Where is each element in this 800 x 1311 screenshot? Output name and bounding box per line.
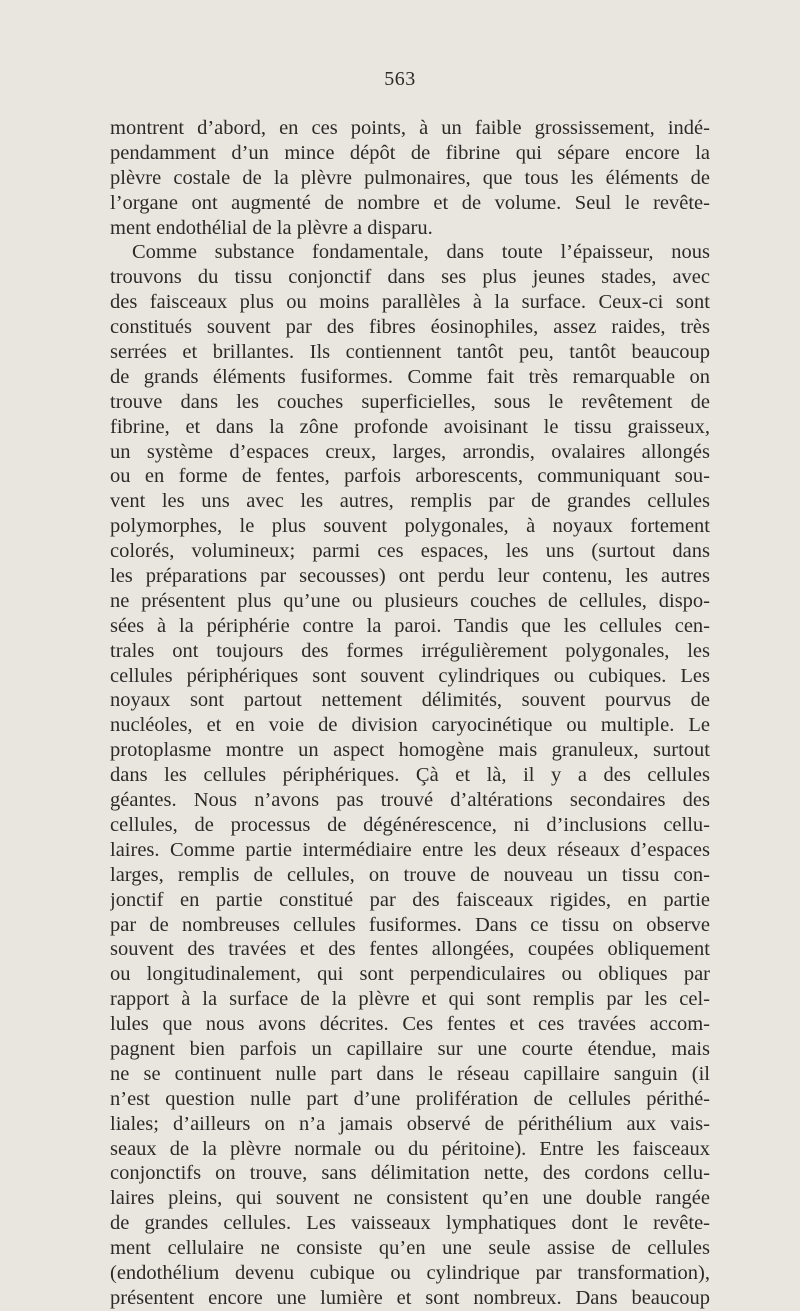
- text-line: pendamment d’un mince dépôt de fibrine qui sépare encore la: [110, 141, 710, 164]
- text-line: trales ont toujours des formes irrégulièrement polygonales, les: [110, 639, 710, 662]
- text-line: polymorphes, le plus souvent polygonales, à noyaux fortement: [110, 515, 710, 538]
- text-line: l’organe ont augmenté de nombre et de volume. Seul le revête-: [110, 191, 710, 214]
- text-line: de grands éléments fusiformes. Comme fait très remarquable on: [110, 365, 710, 388]
- text-line: n’est question nulle part d’une prolifération de cellules périthé-: [110, 1087, 710, 1110]
- text-line: plèvre costale de la plèvre pulmonaires, que tous les éléments de: [110, 166, 710, 189]
- text-line: seaux de la plèvre normale ou du péritoine). Entre les faisceaux: [110, 1137, 710, 1160]
- text-line: rapport à la surface de la plèvre et qui sont remplis par les cel-: [110, 988, 710, 1011]
- text-line: larges, remplis de cellules, on trouve de nouveau un tissu con-: [110, 863, 710, 886]
- text-line: Comme substance fondamentale, dans toute l’épaisseur, nous: [132, 241, 710, 264]
- body-text: [110, 116, 710, 1311]
- text-line: serrées et brillantes. Ils contiennent tantôt peu, tantôt beaucoup: [110, 341, 710, 364]
- text-line: jonctif en partie constitué par des faisceaux rigides, en partie: [110, 888, 710, 911]
- text-line: présentent encore une lumière et sont nombreux. Dans beaucoup: [110, 1286, 710, 1309]
- text-line: cellules périphériques sont souvent cylindriques ou cubiques. Les: [110, 664, 710, 687]
- text-line: trouvons du tissu conjonctif dans ses plus jeunes stades, avec: [110, 266, 710, 289]
- text-line: liales; d’ailleurs on n’a jamais observé de périthélium aux vais-: [110, 1112, 710, 1135]
- text-line: (endothélium devenu cubique ou cylindrique par transformation),: [110, 1261, 710, 1284]
- text-line: vent les uns avec les autres, remplis par de grandes cellules: [110, 490, 710, 513]
- text-line: ou longitudinalement, qui sont perpendiculaires ou obliques par: [110, 963, 710, 986]
- text-line: des faisceaux plus ou moins parallèles à la surface. Ceux-ci sont: [110, 291, 710, 314]
- text-line: souvent des travées et des fentes allongées, coupées obliquement: [110, 938, 710, 961]
- text-line: constitués souvent par des fibres éosinophiles, assez raides, très: [110, 316, 710, 339]
- text-line: ou en forme de fentes, parfois arborescents, communiquant sou-: [110, 465, 710, 488]
- text-line: les préparations par secousses) ont perdu leur contenu, les autres: [110, 565, 710, 588]
- text-line: nucléoles, et en voie de division caryocinétique ou multiple. Le: [110, 714, 710, 737]
- text-line: dans les cellules périphériques. Çà et là, il y a des cellules: [110, 764, 710, 787]
- text-line: colorés, volumineux; parmi ces espaces, les uns (surtout dans: [110, 540, 710, 563]
- text-line: ment cellulaire ne consiste qu’en une seule assise de cellules: [110, 1237, 710, 1260]
- text-line: laires. Comme partie intermédiaire entre les deux réseaux d’espaces: [110, 838, 710, 861]
- text-line: protoplasme montre un aspect homogène mais granuleux, surtout: [110, 739, 710, 762]
- text-line: géantes. Nous n’avons pas trouvé d’altérations secondaires des: [110, 789, 710, 812]
- text-line: montrent d’abord, en ces points, à un faible grossissement, indé-: [110, 117, 710, 139]
- text-line: sées à la périphérie contre la paroi. Tandis que les cellules cen-: [110, 614, 710, 637]
- text-line: ne présentent plus qu’une ou plusieurs couches de cellules, dispo-: [110, 589, 710, 612]
- text-line: laires pleins, qui souvent ne consistent qu’en une double rangée: [110, 1187, 710, 1210]
- text-line: trouve dans les couches superficielles, sous le revêtement de: [110, 390, 710, 413]
- text-line: conjonctifs on trouve, sans délimitation nette, des cordons cellu-: [110, 1162, 710, 1185]
- page-number: 563: [384, 68, 416, 90]
- text-line: un système d’espaces creux, larges, arrondis, ovalaires allongés: [110, 440, 710, 463]
- text-line: noyaux sont partout nettement délimités, souvent pourvus de: [110, 689, 710, 712]
- text-line: par de nombreuses cellules fusiformes. Dans ce tissu on observe: [110, 913, 710, 936]
- text-line: fibrine, et dans la zône profonde avoisinant le tissu graisseux,: [110, 415, 710, 438]
- text-line: cellules, de processus de dégénérescence, ni d’inclusions cellu-: [110, 813, 710, 836]
- text-line: de grandes cellules. Les vaisseaux lymphatiques dont le revête-: [110, 1212, 710, 1235]
- text-line: ment endothélial de la plèvre a disparu.: [110, 216, 433, 239]
- text-line: ne se continuent nulle part dans le réseau capillaire sanguin (il: [110, 1062, 710, 1085]
- text-line: pagnent bien parfois un capillaire sur une courte étendue, mais: [110, 1037, 710, 1060]
- text-line: lules que nous avons décrites. Ces fentes et ces travées accom-: [110, 1013, 710, 1036]
